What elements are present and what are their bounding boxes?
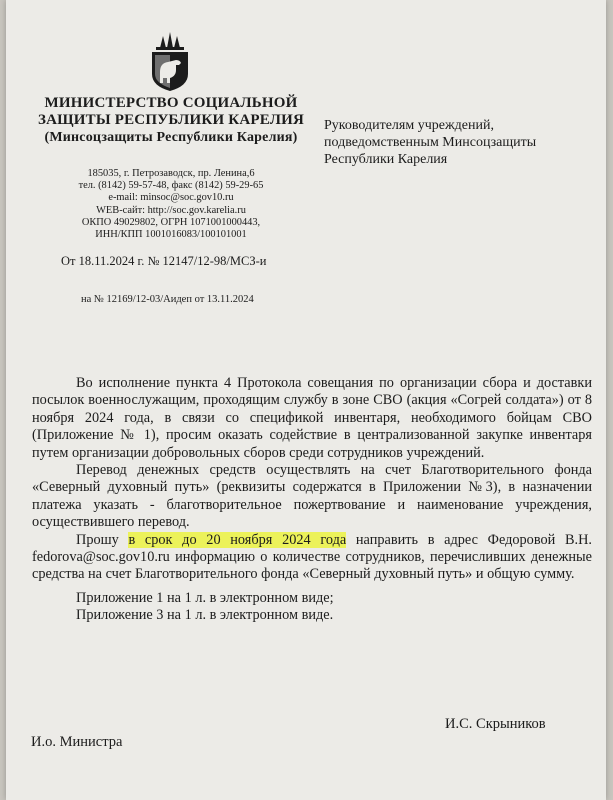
paragraph-2: Перевод денежных средств осуществлять на счет Благотворительного фонда «Северный духовный путь» (реквизиты содержатся в Приложении №3), в назначении платежа указать - благотворительное пожертвование и наименование учреждения, осуществившего перевод. bbox=[32, 462, 592, 531]
appendix-item-1: Приложение 1 на 1 л. в электронном виде; bbox=[76, 589, 334, 606]
recipient-line: Руководителям учреждений, bbox=[324, 118, 494, 133]
paragraph-3 bbox=[32, 532, 592, 584]
recipient-block bbox=[324, 117, 594, 168]
ministry-short-name: (Минсоцзащиты Республики Карелия) bbox=[44, 130, 298, 145]
address-line: 185035, г. Петрозаводск, пр. Ленина,6 bbox=[87, 168, 255, 179]
appendix-item-3: Приложение 3 на 1 л. в электронном виде. bbox=[76, 607, 334, 624]
recipient-line: Республики Карелия bbox=[324, 152, 448, 167]
address-line: ИНН/КПП 1001016083/100101001 bbox=[95, 229, 247, 241]
ministry-name-line2: ЗАЩИТЫ РЕСПУБЛИКИ КАРЕЛИЯ bbox=[37, 112, 305, 128]
outgoing-reference: От 18.11.2024 г. № 12147/12-98/МСЗ-и bbox=[61, 254, 267, 268]
ministry-name bbox=[34, 95, 308, 146]
ministry-address-block bbox=[36, 168, 306, 241]
letter-body bbox=[32, 375, 592, 625]
address-line: тел. (8142) 59-57-48, факс (8142) 59-29-65 bbox=[78, 180, 264, 192]
ministry-name-line1: МИНИСТЕРСТВО СОЦИАЛЬНОЙ bbox=[44, 95, 298, 111]
paragraph-3-start: Прошу bbox=[76, 531, 129, 548]
deadline-highlight: в срок до 20 ноября 2024 года bbox=[128, 531, 347, 548]
address-line: e-mail: minsoc@soc.gov10.ru bbox=[108, 192, 234, 204]
address-line: WEB-сайт: http://soc.gov.karelia.ru bbox=[96, 204, 246, 216]
appendix-list bbox=[32, 590, 592, 625]
letter-page bbox=[6, 0, 606, 800]
signatory-name: И.С. Скрыников bbox=[445, 716, 546, 732]
paragraph-1: Во исполнение пункта 4 Протокола совещания по организации сбора и доставки посылок военнослужащим, проходящим службу в зоне СВО (акция «Согрей солдата») от 8 ноября 2024 года, в связи со спецификой инвентаря, необходимого бойцам СВО (Приложение № 1), просим оказать содействие в централизованной закупке инвентаря путем организации добровольных сборов среди сотрудников учреждений. bbox=[32, 375, 592, 461]
incoming-reference: на № 12169/12-03/Аидеп от 13.11.2024 bbox=[81, 294, 254, 305]
paragraph-3-end: направить в адрес Федоровой В.Н. fedorova@soc.gov10.ru информацию о количестве сотрудников, перечисливших денежные средства на счет Благотворительного фонда «Северный духовный путь» и общую сумму. bbox=[32, 531, 592, 583]
signatory-position: И.о. Министра bbox=[31, 734, 123, 750]
karelia-coat-of-arms-icon bbox=[146, 32, 194, 92]
address-line: ОКПО 49029802, ОГРН 1071001000443, bbox=[81, 216, 261, 228]
recipient-line: подведомственным Минсоцзащиты bbox=[324, 135, 537, 150]
